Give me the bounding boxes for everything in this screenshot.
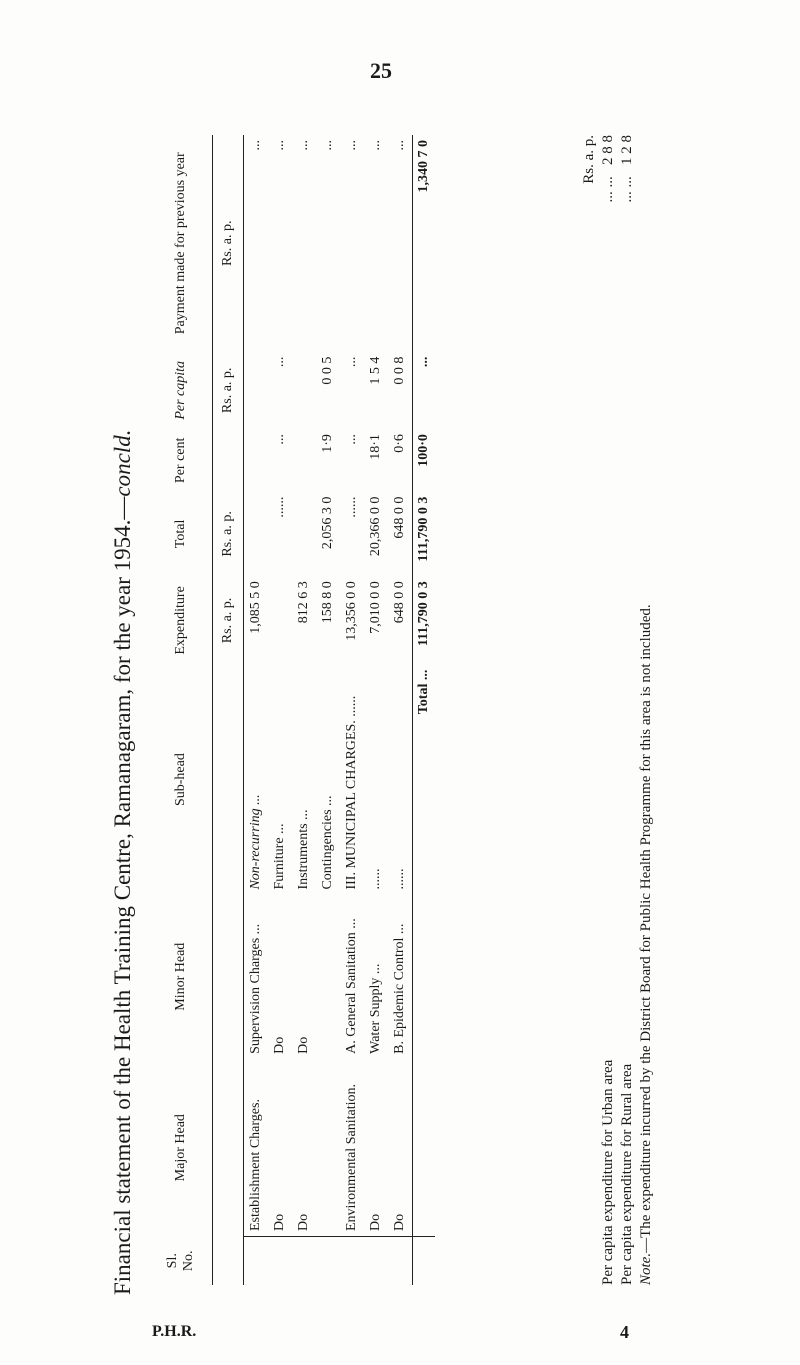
total-per-cent: 100·0 [413, 429, 436, 492]
cell-payment: ... [272, 140, 287, 151]
cell-sub-head: Furniture ... [272, 823, 287, 890]
cell-sub-head: Instruments ... [296, 809, 311, 890]
unit-per-capita: Rs. a. p. [213, 352, 244, 430]
cell-minor-head: Supervision Charges ... [248, 923, 263, 1054]
col-header-sub-head: Sub-head [150, 665, 213, 895]
cell-total [292, 492, 316, 577]
urban-per-capita-value: 2 8 8 [600, 135, 616, 165]
col-header-total: Total [150, 492, 213, 577]
unit-payment: Rs. a. p. [213, 135, 244, 352]
cell-total: ...... [344, 496, 359, 518]
cell-per-cent: ... [344, 434, 359, 445]
cell-payment: ... [320, 140, 335, 151]
financial-statement-table [150, 135, 435, 1285]
cell-sub-head: ...... [368, 868, 383, 890]
cell-major-head: Do [272, 1213, 287, 1231]
cell-minor-head: A. General Sanitation ... [344, 918, 359, 1054]
cell-expenditure: 648 0 0 [392, 581, 407, 624]
rural-dots: ... ... [619, 176, 635, 203]
cell-major-head: Environmental Sanitation. [344, 1084, 359, 1231]
table-row [316, 135, 340, 1285]
cell-minor-head: Water Supply ... [368, 963, 383, 1054]
cell-major-head: Establishment Charges. [248, 1099, 263, 1231]
cell-total: 2,056 3 0 [320, 496, 335, 550]
rural-per-capita-label: Per capita expenditure for Rural area [619, 1063, 635, 1285]
table-row [244, 135, 269, 1285]
total-expenditure: 111,790 0 3 [413, 576, 436, 664]
cell-minor-head: B. Epidemic Control ... [392, 923, 407, 1054]
cell-per-cent: 18·1 [368, 434, 383, 460]
rural-per-capita-value: 1 2 8 [619, 135, 635, 165]
col-header-per-cent: Per cent [150, 429, 213, 492]
page-number: 25 [370, 58, 392, 83]
cell-per-capita [244, 352, 269, 430]
title-main: Financial statement of the Health Training Centre, Ramanagaram, for the year 1954.— [110, 496, 135, 1295]
footer-mark: P.H.R. [152, 1323, 197, 1340]
cell-payment: ... [368, 140, 383, 151]
table-row [268, 135, 292, 1285]
col-header-minor-head: Minor Head [150, 895, 213, 1059]
total-payment: 1,340 7 0 [413, 135, 436, 352]
cell-per-cent [292, 429, 316, 492]
cell-sub-head: ...... [392, 868, 407, 890]
total-total: 111,790 0 3 [413, 492, 436, 577]
cell-sub-head: Non-recurring ... [248, 794, 263, 890]
cell-per-cent: ... [272, 434, 287, 445]
cell-payment: ... [248, 140, 263, 151]
cell-expenditure: 158 8 0 [320, 581, 335, 624]
title-concld: concld. [110, 429, 135, 497]
cell-total: 20,366 0 0 [368, 496, 383, 557]
cell-expenditure: 1,085 5 0 [248, 581, 263, 634]
table-row [340, 135, 364, 1285]
unit-expenditure: Rs. a. p. [213, 576, 244, 664]
note-prefix: Note. [638, 1252, 654, 1285]
page-title [110, 430, 136, 1295]
unit-total: Rs. a. p. [213, 492, 244, 577]
cell-major-head: Do [392, 1213, 407, 1231]
footer-number: 4 [620, 1322, 629, 1342]
cell-major-head [316, 1059, 340, 1237]
cell-total: 648 0 0 [392, 496, 407, 539]
cell-expenditure: 13,356 0 0 [344, 581, 359, 641]
notes-units: Rs. a. p. [581, 135, 597, 184]
cell-per-cent [244, 429, 269, 492]
footnotes [580, 135, 656, 1285]
col-header-expenditure: Expenditure [150, 576, 213, 664]
note-line [637, 135, 656, 1285]
cell-per-cent: 1·9 [320, 434, 335, 453]
cell-per-capita: 0 0 8 [392, 356, 407, 385]
cell-per-capita [292, 352, 316, 430]
cell-payment: ... [296, 140, 311, 151]
col-header-per-capita: Per capita [150, 352, 213, 430]
cell-sub-head: Contingencies ... [320, 795, 335, 890]
cell-per-capita: 0 0 5 [320, 356, 335, 385]
cell-minor-head: Do [272, 1036, 287, 1054]
cell-expenditure: 812 6 3 [296, 581, 311, 624]
urban-per-capita-label: Per capita expenditure for Urban area [600, 1059, 616, 1285]
cell-expenditure: 7,010 0 0 [368, 581, 383, 634]
cell-per-capita: 1 5 4 [368, 356, 383, 385]
cell-minor-head: Do [296, 1036, 311, 1054]
table-row [388, 135, 413, 1285]
cell-expenditure [268, 576, 292, 664]
table-row [292, 135, 316, 1285]
cell-total [244, 492, 269, 577]
cell-per-capita: ... [272, 356, 287, 368]
cell-payment: ... [344, 140, 359, 151]
cell-per-cent: 0·6 [392, 434, 407, 453]
urban-dots: ... ... [600, 176, 616, 203]
cell-total: ...... [272, 496, 287, 518]
table-row [364, 135, 388, 1285]
total-row [413, 135, 436, 1285]
rotated-table-page [110, 115, 710, 1305]
cell-minor-head [316, 895, 340, 1059]
cell-per-capita: ... [344, 356, 359, 368]
cell-payment: ... [392, 140, 407, 151]
col-header-sl-no: Sl. No. [150, 1237, 213, 1286]
col-header-major-head: Major Head [150, 1059, 213, 1237]
cell-major-head: Do [296, 1213, 311, 1231]
col-header-payment: Payment made for previous year [150, 135, 213, 352]
cell-major-head: Do [368, 1213, 383, 1231]
total-label: Total ... [413, 665, 436, 895]
note-text: —The expenditure incurred by the District Board for Public Health Programme for this area is not included. [638, 604, 654, 1253]
cell-sub-head: III. MUNICIPAL CHARGES. ...... [344, 695, 359, 890]
total-per-capita: ... [413, 352, 436, 430]
